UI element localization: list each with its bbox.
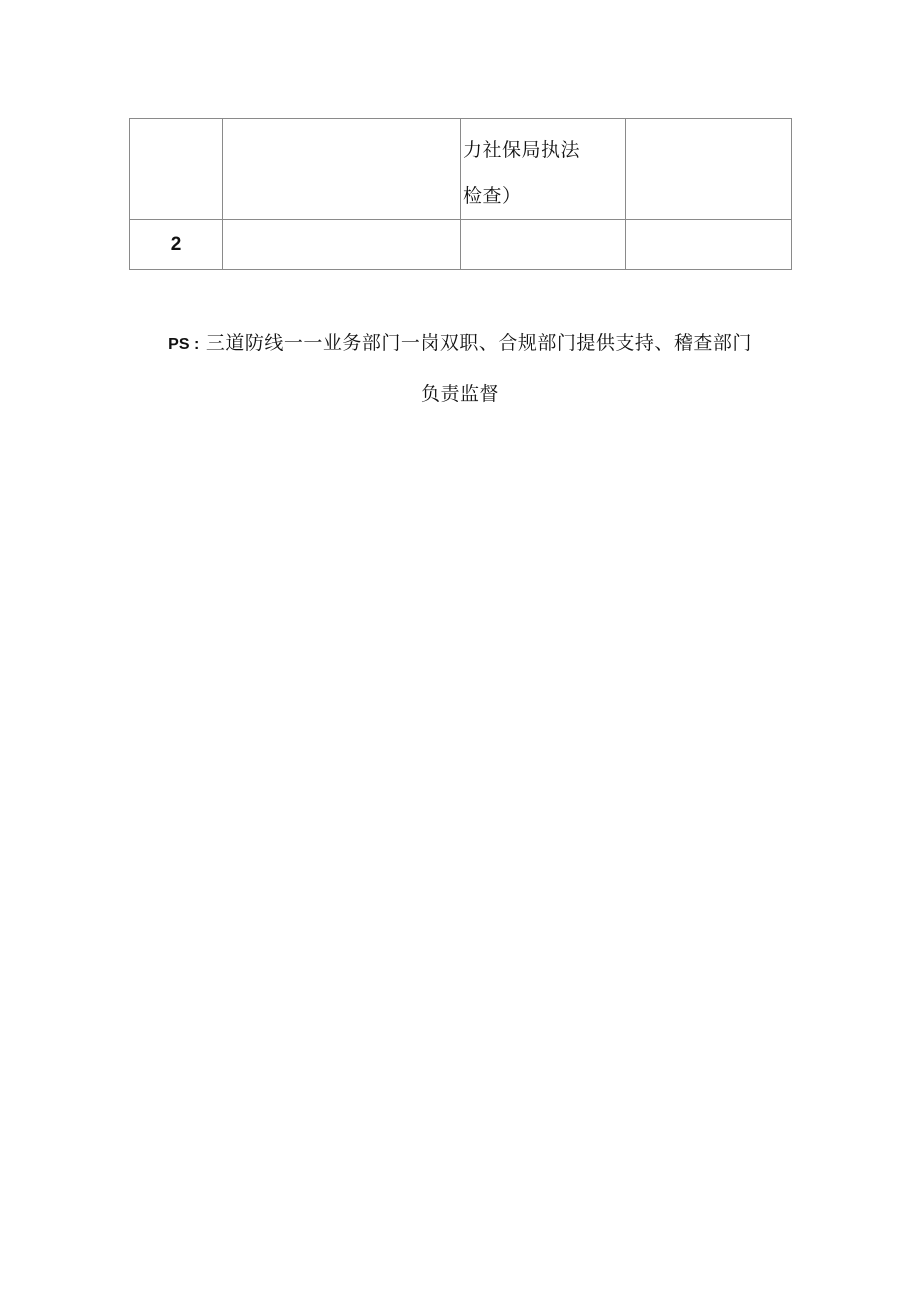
cell-text-line: 检查） — [463, 185, 522, 207]
table-cell — [461, 119, 626, 220]
cell-text-line: 力社保局执法 — [463, 139, 581, 161]
table-row — [130, 220, 792, 270]
ps-note-text: 三道防线一一业务部门一岗双职、合规部门提供支持、稽查部门 — [205, 332, 752, 354]
table-row — [130, 119, 792, 220]
table-cell — [223, 119, 461, 220]
ps-note-line-1 — [0, 328, 920, 355]
cell-text — [461, 119, 625, 219]
table-cell — [223, 220, 461, 270]
ps-note-line-2: 负责监督 — [420, 383, 499, 405]
row-number-cell: 2 — [130, 220, 223, 270]
continuation-table — [129, 118, 792, 270]
row-number-cell — [130, 119, 223, 220]
ps-label: PS : — [168, 336, 200, 353]
table-cell — [626, 119, 792, 220]
table-cell — [461, 220, 626, 270]
table-cell — [626, 220, 792, 270]
